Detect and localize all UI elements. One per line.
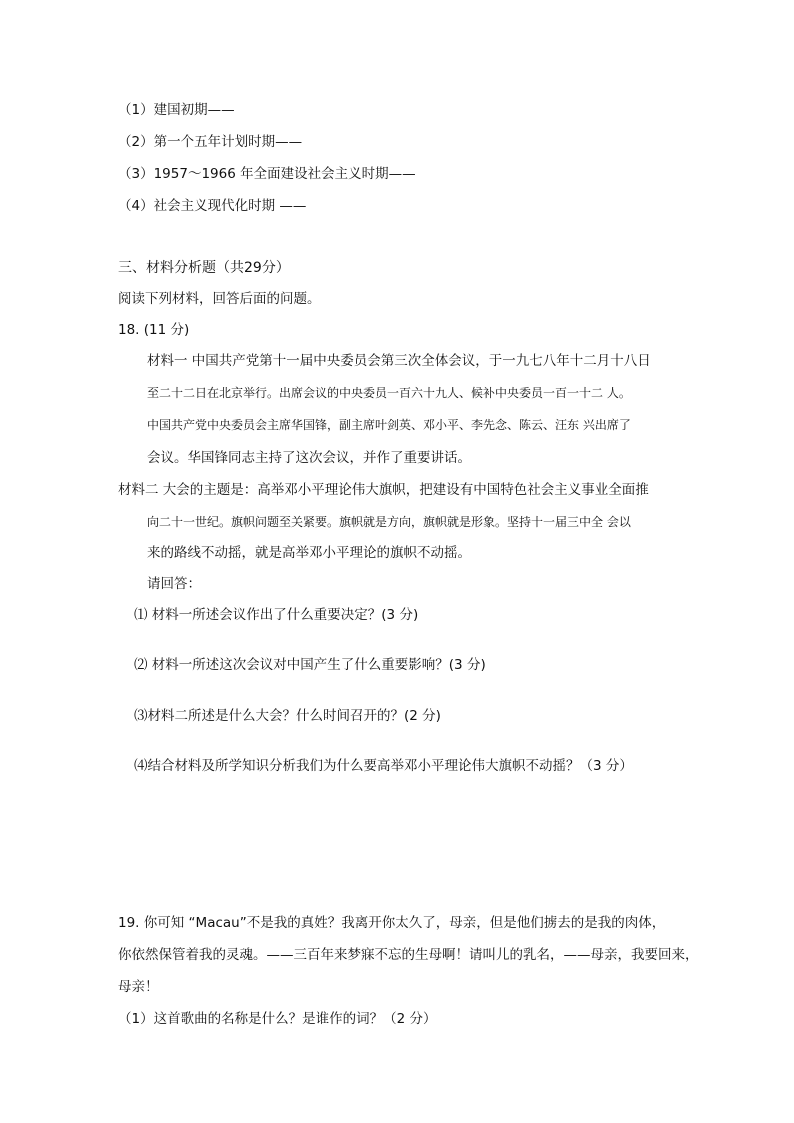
material-1-line: 会议。华国锋同志主持了这次会议，并作了重要讲话。	[147, 450, 471, 466]
sub-question-2: ⑵ 材料一所述这次会议对中国产生了什么重要影响？(3 分)	[134, 657, 486, 673]
material-1-line: 中国共产党中央委员会主席华国锋，副主席叶剑英、邓小平、李先念、陈云、汪东 兴出席了	[147, 418, 631, 432]
question-19-sub-1: （1）这首歌曲的名称是什么？是谁作的词？（2 分）	[118, 1011, 437, 1027]
sub-question-1: ⑴ 材料一所述会议作出了什么重要决定？(3 分)	[134, 607, 419, 623]
period-item-1: （1）建国初期——	[118, 102, 235, 118]
material-2-line: 向二十一世纪。旗帜问题至关紧要。旗帜就是方向，旗帜就是形象。坚持十一届三中全 会以	[147, 515, 631, 529]
question-19-line: 母亲！	[118, 979, 159, 995]
question-18-header: 18. (11 分)	[118, 322, 190, 338]
material-1-line: 材料一 中国共产党第十一届中央委员会第三次全体会议，于一九七八年十二月十八日	[147, 353, 651, 369]
period-item-3: （3）1957～1966 年全面建设社会主义时期——	[118, 166, 416, 182]
section-title: 三、材料分析题（共29分）	[118, 260, 290, 276]
sub-question-4: ⑷结合材料及所学知识分析我们为什么要高举邓小平理论伟大旗帜不动摇？（3 分）	[134, 758, 633, 774]
sub-question-3: ⑶材料二所述是什么大会？什么时间召开的？(2 分)	[134, 708, 441, 724]
section-instruction: 阅读下列材料，回答后面的问题。	[118, 291, 321, 307]
answer-prompt: 请回答：	[147, 576, 201, 592]
material-2-line: 材料二 大会的主题是：高举邓小平理论伟大旗帜，把建设有中国特色社会主义事业全面推	[118, 482, 649, 498]
period-item-4: （4）社会主义现代化时期 ——	[118, 198, 307, 214]
question-19-line: 19. 你可知 “Macau”不是我的真姓？我离开你太久了，母亲，但是他们掳去的是我的肉体，	[118, 915, 666, 931]
period-item-2: （2）第一个五年计划时期——	[118, 134, 303, 150]
question-19-line: 你依然保管着我的灵魂。——三百年来梦寐不忘的生母啊！请叫儿的乳名，——母亲，我要回来，	[118, 947, 699, 963]
material-2-line: 来的路线不动摇，就是高举邓小平理论的旗帜不动摇。	[147, 545, 471, 561]
material-1-line: 至二十二日在北京举行。出席会议的中央委员一百六十九人、候补中央委员一百一十二 人。	[147, 386, 631, 400]
